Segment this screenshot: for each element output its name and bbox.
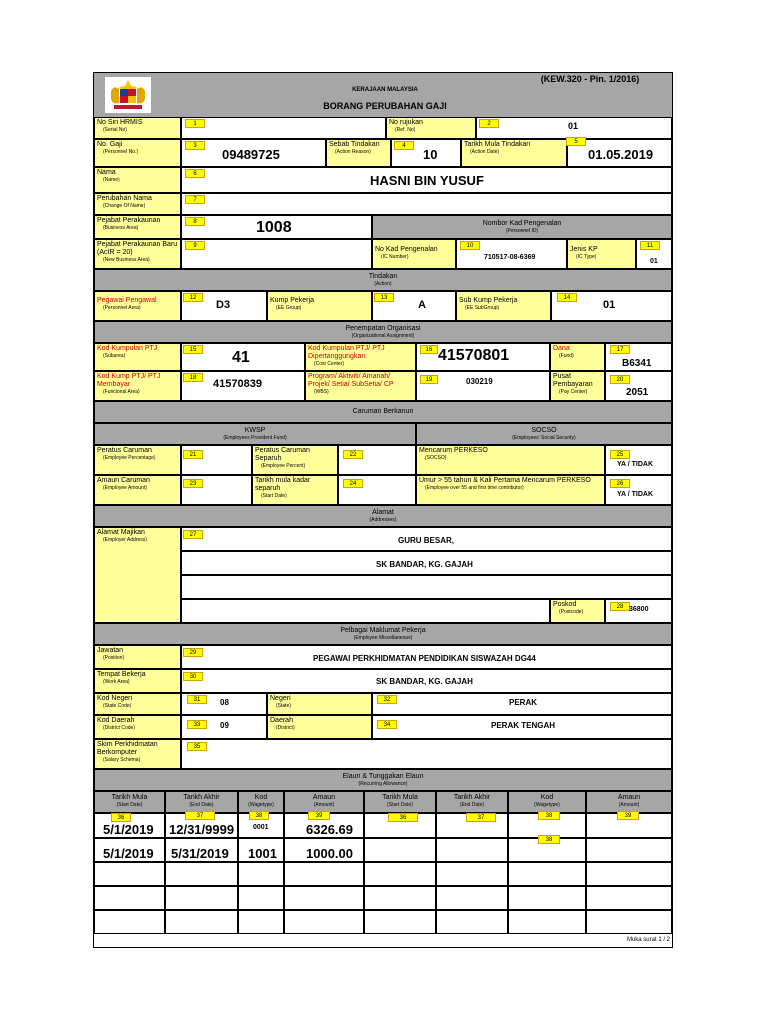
perubahan-nama-field[interactable] (181, 193, 672, 215)
field-number-31: 31 (187, 695, 207, 704)
label-no-gaji: No. Gaji (Personnel No.) (94, 139, 181, 167)
elaun-cell[interactable] (436, 910, 508, 934)
label-daerah: Daerah (District) (267, 715, 372, 739)
elaun-cell[interactable] (364, 862, 436, 886)
field-number-38: 38 (538, 811, 560, 820)
sebab-value: 10 (423, 147, 438, 162)
field-number-35: 35 (187, 742, 207, 751)
label-kod-ptj-mem: Kod Kump PTJ/ PTJ Membayar (Funcional Area) (94, 371, 181, 401)
form-title: BORANG PERUBAHAN GAJI (323, 101, 447, 111)
elaun-cell[interactable] (508, 910, 586, 934)
label-program: Program/ Aktiviti/ Amanah/ Projek/ Setia/ SubSetia/ CP (WBS) (305, 371, 416, 401)
label-peratus-separuh: Peratus Caruman Separuh (Employee Percent) (252, 445, 338, 475)
sub-kump-value: 01 (603, 299, 616, 311)
label-no-kp: No Kad Pengenalan (IC Number) (372, 239, 456, 269)
field-number-17: 17 (610, 345, 630, 354)
field-number-15: 15 (183, 345, 203, 354)
elaun-cell[interactable] (508, 886, 586, 910)
field-number-33: 33 (187, 720, 207, 729)
field-number-25: 25 (610, 450, 630, 459)
pejabat-baru-field[interactable] (181, 239, 372, 269)
field-number-1: 1 (185, 119, 205, 128)
field-number-38: 38 (249, 811, 269, 820)
label-pejabat: Pejabat Perakaunan (Business Area) (94, 215, 181, 239)
field-number-12: 12 (183, 293, 203, 302)
umur-value: YA / TIDAK (617, 491, 654, 498)
pegawai-value: D3 (216, 299, 231, 311)
field-number-26: 26 (610, 479, 630, 488)
label-no-rujukan: No rujukan (Ref. No) (386, 117, 476, 139)
field-number-37: 37 (466, 813, 496, 822)
field-number-7: 7 (185, 195, 205, 204)
elaun-cell[interactable] (436, 838, 508, 862)
label-tarikh-kadar: Tarikh mula kadar separuh (Start Date) (252, 475, 338, 505)
elaun-row-1-kod: 0001 (253, 824, 269, 831)
field-number-39: 39 (308, 811, 330, 820)
elaun-cell[interactable] (165, 862, 238, 886)
section-maklumat: Pelbagai Maklumat Pekerja (Employee Miscellaneous) (94, 623, 672, 645)
label-kump-pekerja: Kump Pekerja (EE Group) (267, 291, 372, 321)
elaun-row-1-end: 12/31/9999 (169, 822, 235, 837)
label-dana: Dana (Fund) (550, 343, 605, 371)
field-number-28: 28 (610, 602, 630, 611)
section-caruman: Caruman Berkanun (94, 401, 672, 423)
field-number-14: 14 (557, 293, 577, 302)
elaun-col-header: Tarikh Akhir (End Date) (165, 791, 238, 813)
elaun-cell[interactable] (165, 910, 238, 934)
section-alamat: Alamat (Addresses) (94, 505, 672, 527)
kod-ptj-value: 41 (232, 349, 250, 366)
field-number-11: 11 (640, 241, 660, 250)
org-name: KERAJAAN MALAYSIA (352, 87, 418, 93)
label-jawatan: Jawatan (Position) (94, 645, 181, 669)
field-number-37: 37 (185, 811, 215, 820)
section-socso: SOCSO (Employees' Social Security) (416, 423, 672, 445)
label-sebab-tindakan: Sebab Tindakan (Action Reason) (326, 139, 391, 167)
field-number-9: 9 (185, 241, 205, 250)
elaun-cell[interactable] (436, 886, 508, 910)
field-number-39: 39 (617, 811, 639, 820)
tempat-value: SK BANDAR, KG. GAJAH (376, 677, 473, 686)
program-value: 030219 (466, 377, 493, 386)
poskod-value: 36800 (629, 606, 649, 613)
label-kod-daerah: Kod Daerah (District Code) (94, 715, 181, 739)
page-number: Muka surat 1 / 2 (626, 937, 670, 943)
elaun-cell[interactable] (586, 862, 672, 886)
alamat-line-3[interactable] (181, 575, 672, 599)
section-elaun: Elaun & Tunggakan Elaun (Recurring Allowance) (94, 769, 672, 791)
elaun-cell[interactable] (586, 838, 672, 862)
elaun-cell[interactable] (94, 862, 165, 886)
elaun-cell[interactable] (238, 910, 284, 934)
field-number-20: 20 (610, 375, 630, 384)
no-gaji-value: 09489725 (222, 147, 280, 162)
field-number-29: 29 (183, 648, 203, 657)
jawatan-value: PEGAWAI PERKHIDMATAN PENDIDIKAN SISWAZAH DG44 (313, 654, 536, 663)
field-number-24: 24 (343, 479, 363, 488)
alamat-line-1-value: GURU BESAR, (398, 536, 455, 545)
elaun-col-header: Kod (Wagetype) (238, 791, 284, 813)
field-number-36: 36 (388, 813, 418, 822)
alamat-line-2-value: SK BANDAR, KG. GAJAH (376, 560, 473, 569)
label-pegawai: Pegawai Pengawal (Personnel Area) (94, 291, 181, 321)
field-number-3: 3 (185, 141, 205, 150)
no-rujukan-value: 01 (568, 121, 579, 131)
kump-pekerja-value: A (418, 299, 426, 311)
label-alamat: Alamat Majikan (Employer Address) (94, 527, 181, 623)
field-number-19: 19 (420, 375, 438, 384)
field-number-5: 5 (566, 137, 586, 146)
field-number-16: 16 (420, 345, 438, 354)
kod-negeri-value: 08 (220, 698, 229, 707)
field-number-36: 36 (111, 813, 131, 822)
no-kp-value: 710517-08-6369 (484, 254, 536, 261)
field-number-4: 4 (394, 141, 414, 150)
elaun-col-header: Tarikh Mula (Start Date) (94, 791, 165, 813)
field-number-27: 27 (183, 530, 203, 539)
elaun-cell[interactable] (238, 862, 284, 886)
elaun-cell[interactable] (508, 862, 586, 886)
mencarum-value: YA / TIDAK (617, 461, 654, 468)
elaun-cell[interactable] (586, 910, 672, 934)
elaun-cell[interactable] (284, 910, 364, 934)
elaun-col-header: Amaun (Amount) (284, 791, 364, 813)
field-number-34: 34 (377, 720, 397, 729)
label-no-siri: No Siri HRMIS (Serial No) (94, 117, 181, 139)
elaun-cell[interactable] (586, 886, 672, 910)
field-number-38-extra: 38 (538, 835, 560, 844)
pejabat-value: 1008 (256, 219, 292, 236)
elaun-cell[interactable] (284, 886, 364, 910)
label-tempat: Tempat Bekerja (Work Area) (94, 669, 181, 693)
elaun-row-2-kod: 1001 (248, 846, 277, 861)
field-number-8: 8 (185, 217, 205, 226)
kod-ptj-mem-value: 41570839 (213, 378, 262, 390)
elaun-cell[interactable] (165, 886, 238, 910)
nama-value: HASNI BIN YUSUF (370, 173, 484, 188)
field-number-32: 32 (377, 695, 397, 704)
label-peratus-caruman: Peratus Caruman (Employee Percentage) (94, 445, 181, 475)
elaun-col-header: Tarikh Mula (Start Date) (364, 791, 436, 813)
elaun-cell[interactable] (94, 910, 165, 934)
label-kod-ptj: Kod Kumpulan PTJ (Subarea) (94, 343, 181, 371)
skim-field[interactable] (181, 739, 672, 769)
malaysia-crest-icon (105, 77, 151, 113)
field-number-21: 21 (183, 450, 203, 459)
pusat-value: 2051 (626, 387, 649, 398)
daerah-value: PERAK TENGAH (491, 721, 556, 730)
field-number-22: 22 (343, 450, 363, 459)
label-pusat: Pusat Pembayaran (Pay Center) (550, 371, 605, 401)
label-jenis-kp: Jenis KP (IC Type) (567, 239, 636, 269)
field-number-2: 2 (479, 119, 499, 128)
label-pejabat-baru: Pejabat Perakaunan Baru (ActR = 20) (New Business Area) (94, 239, 181, 269)
elaun-cell[interactable] (284, 862, 364, 886)
section-tindakan: Tindakan (Action) (94, 269, 672, 291)
elaun-col-header: Kod (Wagetype) (508, 791, 586, 813)
elaun-cell[interactable] (364, 910, 436, 934)
label-negeri: Negeri (State) (267, 693, 372, 715)
no-siri-field[interactable] (181, 117, 386, 139)
field-number-18: 18 (183, 373, 203, 382)
field-number-6: 6 (185, 169, 205, 178)
label-umur: Umur > 55 tahun & Kali Pertama Mencarum PERKESO (Employee over 55 and first time contributor) (416, 475, 605, 505)
label-sub-kump: Sub Kump Pekerja (EE SubGroup) (456, 291, 551, 321)
negeri-value: PERAK (509, 698, 538, 707)
label-mencarum: Mencarum PERKESO (SOCSO) (416, 445, 605, 475)
field-number-10: 10 (460, 241, 480, 250)
elaun-cell[interactable] (364, 838, 436, 862)
elaun-row-1-amaun: 6326.69 (306, 822, 353, 837)
elaun-col-header: Amaun (Amount) (586, 791, 672, 813)
alamat-line-4[interactable] (181, 599, 550, 623)
label-skim: Skim Perkhidmatan Berkomputer (Salary Schema) (94, 739, 181, 769)
form-code: (KEW.320 - Pin. 1/2016) (540, 74, 640, 84)
label-poskod: Poskod (Postcode) (550, 599, 605, 623)
section-penempatan: Penempatan Organisasi (Organizational Assignment) (94, 321, 672, 343)
elaun-cell[interactable] (238, 886, 284, 910)
elaun-cell[interactable] (94, 886, 165, 910)
elaun-row-2-start: 5/1/2019 (103, 846, 154, 861)
elaun-col-header: Tarikh Akhir (End Date) (436, 791, 508, 813)
elaun-row-2-end: 5/31/2019 (171, 846, 229, 861)
kod-ptj-dip-value: 41570801 (438, 347, 510, 364)
label-amaun-caruman: Amaun Caruman (Employee Amount) (94, 475, 181, 505)
label-kod-ptj-dip: Kod Kumpulan PTJ/ PTJ Dipertanggungkan (Cost Center) (305, 343, 416, 371)
elaun-row-1-start: 5/1/2019 (103, 822, 154, 837)
field-number-30: 30 (183, 672, 203, 681)
elaun-cell[interactable] (436, 862, 508, 886)
dana-value: B6341 (622, 358, 652, 369)
tarikh-mula-value: 01.05.2019 (588, 147, 654, 162)
label-perubahan-nama: Perubahan Nama (Change Of Name) (94, 193, 181, 215)
elaun-cell[interactable] (364, 886, 436, 910)
jenis-kp-value: 01 (650, 258, 658, 265)
label-nama: Nama (Name) (94, 167, 181, 193)
kod-daerah-value: 09 (220, 721, 229, 730)
label-tarikh-mula: Tarikh Mula Tindakan (Action Date) (461, 139, 567, 167)
section-kwsp: KWSP (Employees Provident Fund) (94, 423, 416, 445)
elaun-row-2-amaun: 1000.00 (306, 846, 353, 861)
field-number-23: 23 (183, 479, 203, 488)
section-id: Nombor Kad Pengenalan (Personnel ID) (372, 215, 672, 239)
field-number-13: 13 (374, 293, 394, 302)
label-kod-negeri: Kod Negeri (State Code) (94, 693, 181, 715)
